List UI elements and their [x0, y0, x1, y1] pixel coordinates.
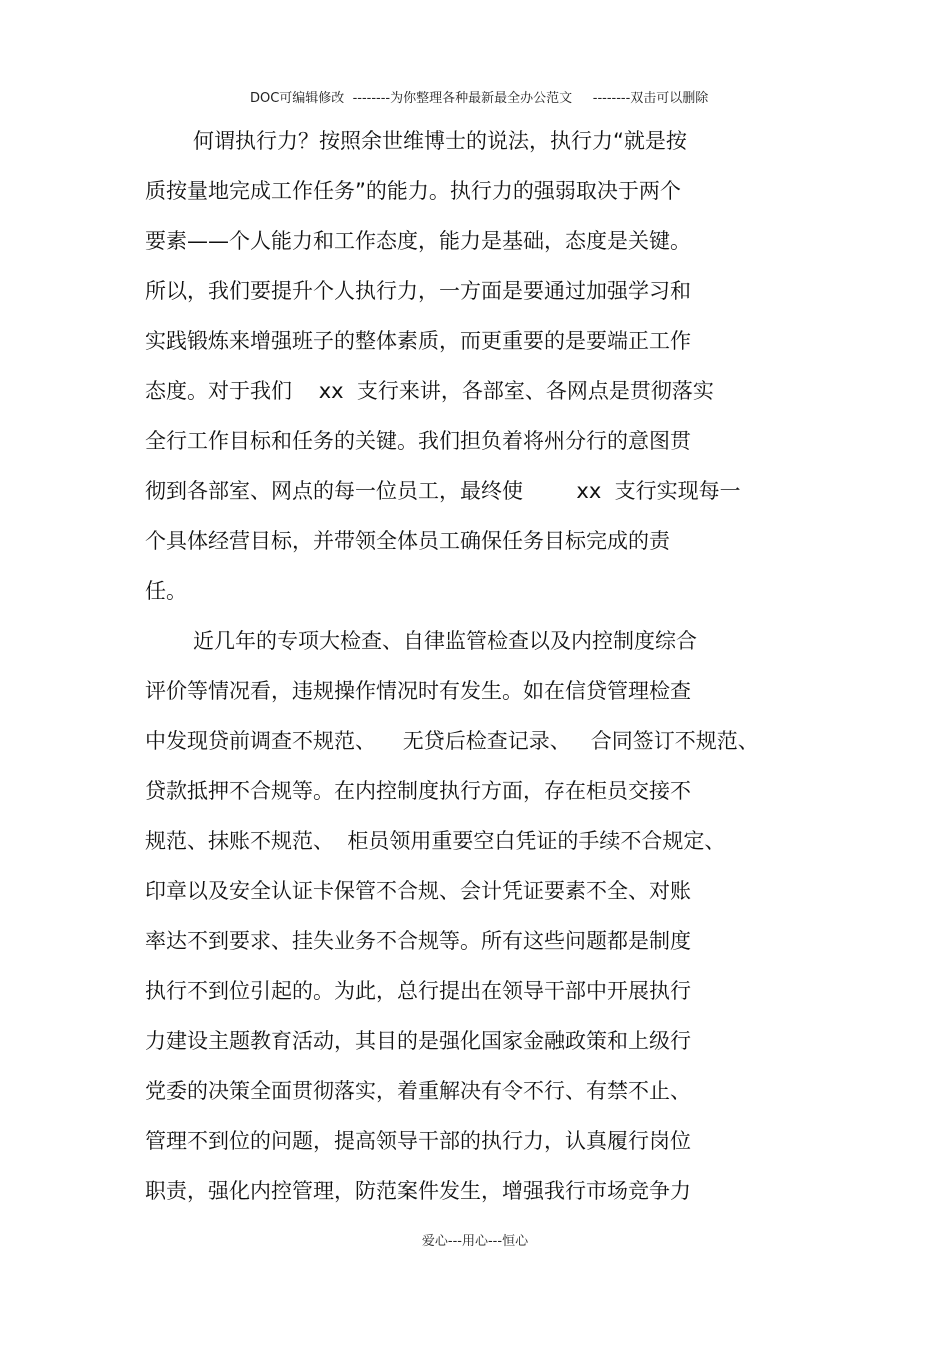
paragraph-2-line-4: 贷款抵押不合规等。在内控制度执行方面，存在柜员交接不 [145, 779, 691, 803]
paragraph-1-line-10: 任。 [145, 579, 187, 603]
paragraph-1-line-8: 彻到各部室、网点的每一位员工，最终使 xx 支行实现每一 [145, 479, 741, 503]
paragraph-2-line-3: 中发现贷前调查不规范、 无贷后检查记录、 合同签订不规范、 [145, 729, 759, 753]
paragraph-2-line-8: 执行不到位引起的。为此，总行提出在领导干部中开展执行 [145, 979, 691, 1003]
paragraph-1-line-3: 要素——个人能力和工作态度，能力是基础，态度是关键。 [145, 229, 691, 253]
header-doc-label: DOC可编辑修改 [249, 91, 345, 106]
paragraph-1-line-2: 质按量地完成工作任务”的能力。执行力的强弱取决于两个 [145, 179, 681, 203]
header-tagline: --------为你整理各种最新最全办公范文 [352, 91, 573, 106]
paragraph-1-line-9: 个具体经营目标，并带领全体员工确保任务目标完成的责 [145, 529, 670, 553]
paragraph-2-line-5: 规范、抹账不规范、 柜员领用重要空白凭证的手续不合规定、 [145, 829, 726, 853]
paragraph-2-line-11: 管理不到位的问题，提高领导干部的执行力，认真履行岗位 [145, 1129, 691, 1153]
paragraph-2-line-1: 近几年的专项大检查、自律监管检查以及内控制度综合 [193, 629, 697, 653]
page-footer: 爱心---用心---恒心 [421, 1234, 529, 1249]
paragraph-1-line-4: 所以，我们要提升个人执行力，一方面是要通过加强学习和 [145, 279, 691, 303]
paragraph-1-line-1: 何谓执行力？按照余世维博士的说法，执行力“就是按 [193, 129, 687, 153]
page-header [0, 72, 950, 106]
paragraph-2-line-6: 印章以及安全认证卡保管不合规、会计凭证要素不全、对账 [145, 879, 691, 903]
header-delete-hint: --------双击可以删除 [592, 91, 709, 106]
paragraph-2-line-7: 率达不到要求、挂失业务不合规等。所有这些问题都是制度 [145, 929, 691, 953]
paragraph-1-line-7: 全行工作目标和任务的关键。我们担负着将州分行的意图贯 [145, 429, 691, 453]
paragraph-2-line-9: 力建设主题教育活动，其目的是强化国家金融政策和上级行 [145, 1029, 691, 1053]
paragraph-2-line-10: 党委的决策全面贯彻落实，着重解决有令不行、有禁不止、 [145, 1079, 691, 1103]
paragraph-1-line-5: 实践锻炼来增强班子的整体素质，而更重要的是要端正工作 [145, 329, 691, 353]
paragraph-2-line-2: 评价等情况看，违规操作情况时有发生。如在信贷管理检查 [145, 679, 691, 703]
paragraph-1-line-6: 态度。对于我们 xx 支行来讲，各部室、各网点是贯彻落实 [145, 379, 714, 403]
paragraph-2-line-12: 职责，强化内控管理，防范案件发生，增强我行市场竞争力 [145, 1179, 691, 1203]
